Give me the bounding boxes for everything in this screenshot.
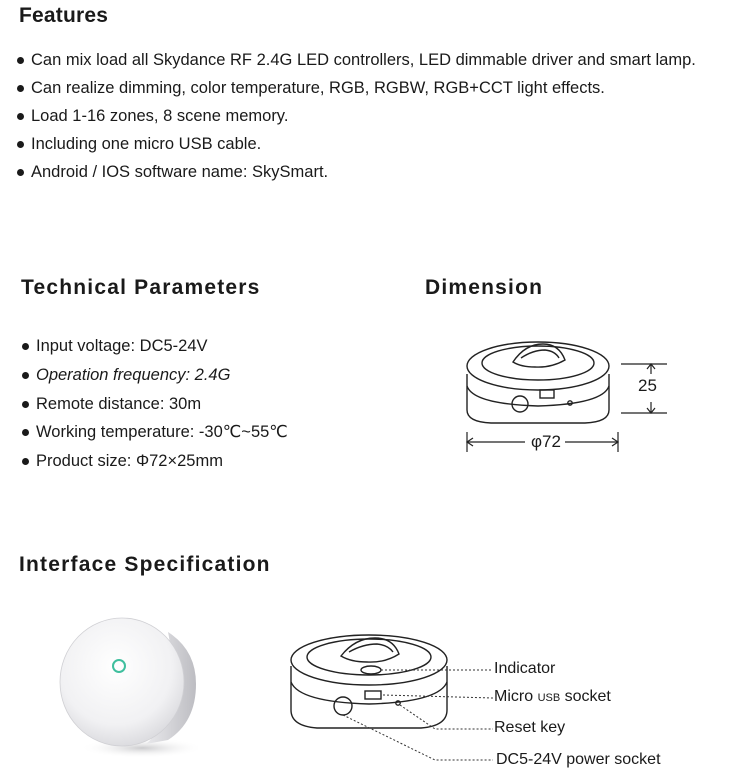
interface-heading: Interface Specification bbox=[19, 553, 271, 576]
diameter-label: φ72 bbox=[531, 432, 561, 451]
list-item: Including one micro USB cable. bbox=[16, 130, 696, 158]
micro-usb-socket-label bbox=[494, 688, 611, 706]
interface-diagram bbox=[285, 630, 495, 774]
list-item: Operation frequency: 2.4G bbox=[21, 361, 288, 390]
reset-key-label: Reset key bbox=[494, 719, 566, 736]
micro-suffix: socket bbox=[560, 688, 611, 705]
list-item: Can mix load all Skydance RF 2.4G LED controllers, LED dimmable driver and smart lamp. bbox=[16, 46, 696, 74]
list-item: Input voltage: DC5-24V bbox=[21, 332, 288, 361]
list-item: Load 1-16 zones, 8 scene memory. bbox=[16, 102, 696, 130]
list-item: Product size: Φ72×25mm bbox=[21, 447, 288, 476]
height-label: 25 bbox=[638, 376, 657, 395]
indicator-label: Indicator bbox=[494, 660, 556, 677]
list-item: Working temperature: -30℃~55℃ bbox=[21, 418, 288, 447]
list-item: Android / IOS software name: SkySmart. bbox=[16, 158, 696, 186]
list-item: Can realize dimming, color temperature, RGB, RGBW, RGB+CCT light effects. bbox=[16, 74, 696, 102]
features-heading: Features bbox=[19, 4, 109, 27]
technical-list bbox=[21, 332, 288, 476]
features-list bbox=[16, 46, 696, 186]
micro-usb-text: USB bbox=[537, 692, 561, 704]
micro-prefix: Micro bbox=[494, 688, 538, 705]
dimension-heading: Dimension bbox=[425, 276, 544, 299]
list-item: Remote distance: 30m bbox=[21, 390, 288, 419]
product-photo bbox=[50, 610, 210, 760]
technical-heading: Technical Parameters bbox=[21, 276, 261, 299]
power-socket-label: DC5-24V power socket bbox=[496, 751, 661, 768]
